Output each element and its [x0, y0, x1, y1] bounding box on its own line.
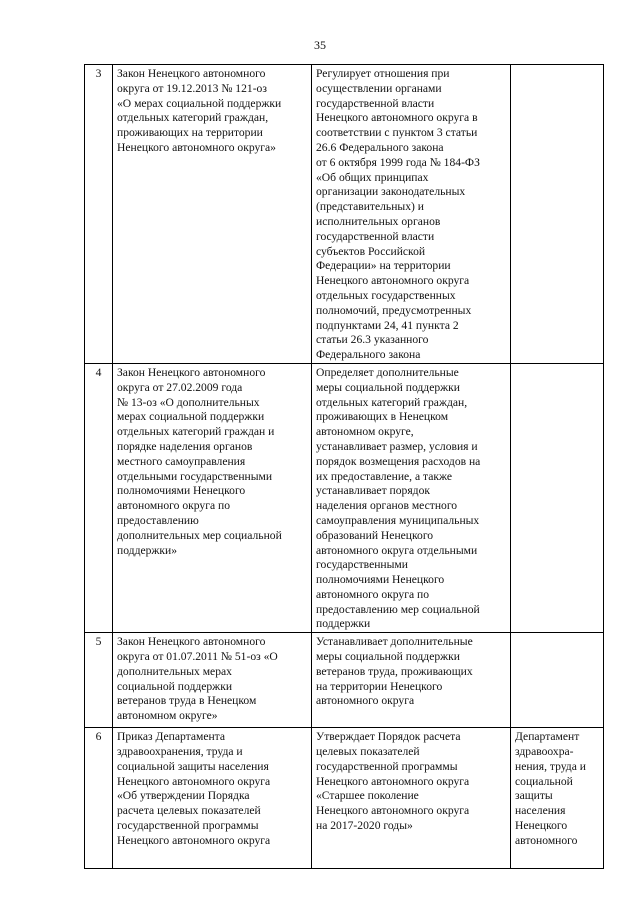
responsible-executor: [511, 363, 604, 632]
row-number: 4: [85, 363, 113, 632]
act-description: Регулирует отношения при осуществлении органами государственной власти Ненецкого автономного округа в соответствии с пунктом 3 статьи 26.6 Федерального закона от 6 октября 1999 года № 184-ФЗ «Об общих принципах организации законодательных (представительных) и исполнительных органов государственной власти субъектов Российской Федерации» на территории Ненецкого автономного округа отдельных государственных полномочий, предусмотренных подпунктами 24, 41 пункта 2 статьи 26.3 указанного Федерального закона: [312, 65, 511, 364]
act-description: Устанавливает дополнительные меры социальной поддержки ветеранов труда, проживающих на территории Ненецкого автономного округа: [312, 633, 511, 728]
row-number: 3: [85, 65, 113, 364]
act-name: Закон Ненецкого автономного округа от 27.02.2009 года № 13-оз «О дополнительных мерах социальной поддержки отдельных категорий граждан и порядке наделения органов местного самоуправления отдельными государственными полномочиями Ненецкого автономного округа по предоставлению дополнительных мер социальной поддержки»: [113, 363, 312, 632]
table-row: [85, 728, 604, 869]
responsible-executor: [511, 633, 604, 728]
act-name: Закон Ненецкого автономного округа от 19.12.2013 № 121-оз «О мерах социальной поддержки отдельных категорий граждан, проживающих на территории Ненецкого автономного округа»: [113, 65, 312, 364]
table-row: [85, 633, 604, 728]
table-row: [85, 363, 604, 632]
row-number: 5: [85, 633, 113, 728]
act-name: Закон Ненецкого автономного округа от 01.07.2011 № 51-оз «О дополнительных мерах социальной поддержки ветеранов труда в Ненецком автономном округе»: [113, 633, 312, 728]
act-name: Приказ Департамента здравоохранения, труда и социальной защиты населения Ненецкого автономного округа «Об утверждении Порядка расчета целевых показателей государственной программы Ненецкого автономного округа: [113, 728, 312, 869]
responsible-executor: Департамент здравоохра- нения, труда и социальной защиты населения Ненецкого автономного: [511, 728, 604, 869]
act-description: Определяет дополнительные меры социальной поддержки отдельных категорий граждан, проживающих в Ненецком автономном округе, устанавливает размер, условия и порядок возмещения расходов на их предоставление, а также устанавливает порядок наделения органов местного самоуправления муниципальных образований Ненецкого автономного округа отдельными государственными полномочиями Ненецкого автономного округа по предоставлению мер социальной поддержки: [312, 363, 511, 632]
responsible-executor: [511, 65, 604, 364]
legal-acts-table: [84, 64, 604, 869]
row-number: 6: [85, 728, 113, 869]
page-number: 35: [314, 38, 326, 52]
table-row: [85, 65, 604, 364]
act-description: Утверждает Порядок расчета целевых показателей государственной программы Ненецкого автономного округа «Старшее поколение Ненецкого автономного округа на 2017-2020 годы»: [312, 728, 511, 869]
